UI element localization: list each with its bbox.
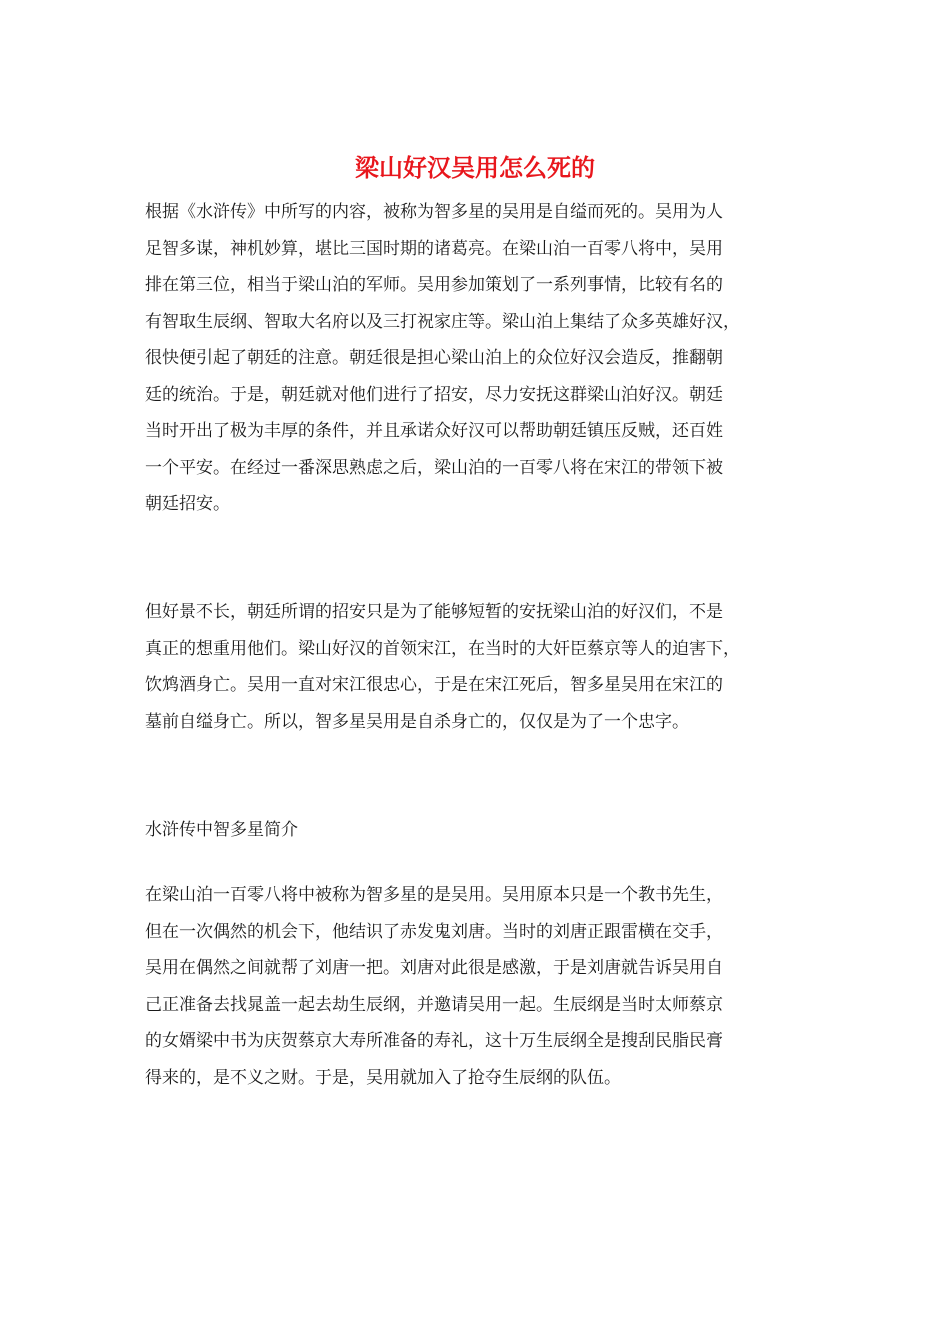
paragraph-1	[145, 194, 810, 523]
text-line: 墓前自缢身亡。所以，智多星吴用是自杀身亡的，仅仅是为了一个忠字。	[145, 711, 689, 732]
text-line: 根据《水浒传》中所写的内容，被称为智多星的吴用是自缢而死的。吴用为人	[145, 202, 723, 222]
text-line: 但好景不长，朝廷所谓的招安只是为了能够短暂的安抚梁山泊的好汉们，不是	[145, 602, 723, 622]
paragraph-3	[145, 877, 810, 1096]
text-line: 当时开出了极为丰厚的条件，并且承诺众好汉可以帮助朝廷镇压反贼，还百姓	[145, 421, 723, 441]
section-heading	[145, 812, 810, 849]
text-line: 一个平安。在经过一番深思熟虑之后，梁山泊的一百零八将在宋江的带领下被	[145, 457, 723, 478]
text-line: 排在第三位，相当于梁山泊的军师。吴用参加策划了一系列事情，比较有名的	[145, 275, 723, 295]
text-line: 有智取生辰纲、智取大名府以及三打祝家庄等。梁山泊上集结了众多英雄好汉，	[145, 311, 740, 332]
text-line: 真正的想重用他们。梁山好汉的首领宋江，在当时的大奸臣蔡京等人的迫害下，	[145, 638, 740, 659]
text-line: 己正准备去找晁盖一起去劫生辰纲，并邀请吴用一起。生辰纲是当时太师蔡京	[145, 994, 723, 1015]
section-heading-text: 水浒传中智多星简介	[145, 820, 298, 840]
text-line: 足智多谋，神机妙算，堪比三国时期的诸葛亮。在梁山泊一百零八将中，吴用	[145, 238, 723, 259]
text-line: 得来的，是不义之财。于是，吴用就加入了抢夺生辰纲的队伍。	[145, 1067, 621, 1088]
text-line: 的女婿梁中书为庆贺蔡京大寿所准备的寿礼，这十万生辰纲全是搜刮民脂民膏	[145, 1031, 723, 1051]
text-line: 很快便引起了朝廷的注意。朝廷很是担心梁山泊上的众位好汉会造反，推翻朝	[145, 348, 723, 368]
page-title: 梁山好汉吴用怎么死的	[355, 153, 595, 182]
text-line: 廷的统治。于是，朝廷就对他们进行了招安，尽力安抚这群梁山泊好汉。朝廷	[145, 384, 723, 405]
text-line: 吴用在偶然之间就帮了刘唐一把。刘唐对此很是感激，于是刘唐就告诉吴用自	[145, 958, 723, 978]
paragraph-2	[145, 594, 810, 740]
text-line: 饮鸩酒身亡。吴用一直对宋江很忠心，于是在宋江死后，智多星吴用在宋江的	[145, 675, 723, 695]
text-line: 在梁山泊一百零八将中被称为智多星的是吴用。吴用原本只是一个教书先生，	[145, 885, 723, 905]
text-line: 朝廷招安。	[145, 494, 230, 514]
text-line: 但在一次偶然的机会下，他结识了赤发鬼刘唐。当时的刘唐正跟雷横在交手，	[145, 921, 723, 942]
